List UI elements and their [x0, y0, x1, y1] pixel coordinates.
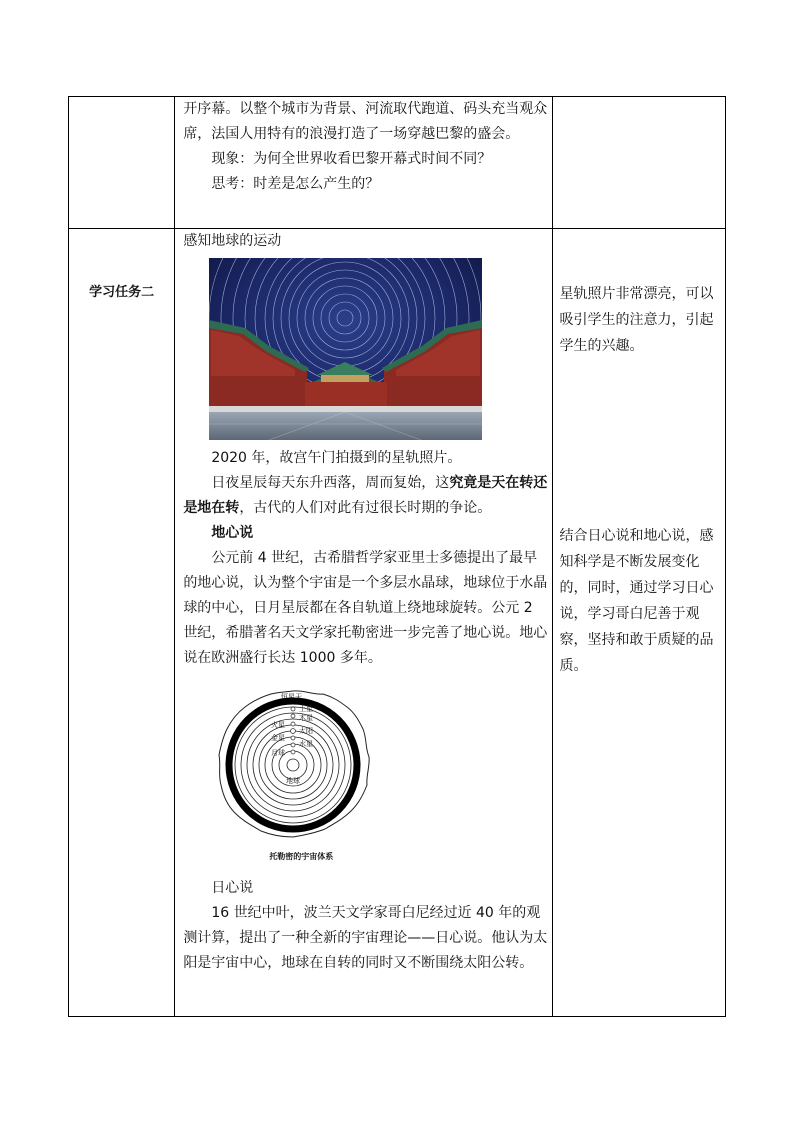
label-earth: 地球	[286, 777, 301, 785]
label-fixed-stars: 恒星天	[281, 693, 303, 701]
photo-caption: 2020 年，故宫午门拍摄到的星轨照片。	[211, 450, 462, 466]
debate-text: 日夜星辰每天东升西落，周而复始，这	[211, 475, 450, 491]
label-jupiter: 木星	[299, 714, 314, 722]
section-heading: 感知地球的运动	[183, 233, 282, 249]
note-science: 结合日心说和地心说，感知科学是不断发展变化的，同时，通过学习日心说，学习哥白尼善于观察，坚持和敢于质疑的品质。	[559, 528, 714, 674]
geocentric-paragraph: 公元前 4 世纪，古希腊哲学家亚里士多德提出了最早的地心说，认为整个宇宙是一个多层水晶球，地球位于水晶球的中心，日月星辰都在各自轨道上绕地球旋转。公元 2 世纪，希腊著名天文学家托勒密进一步完善了地心说。地心说在欧洲盛行长达 1000 多年。	[183, 550, 548, 666]
label-cell	[69, 229, 175, 1017]
paris-paragraph: 开序幕。以整个城市为背景、河流取代跑道、码头充当观众席，法国人用特有的浪漫打造了一场穿越巴黎的盛会。	[183, 101, 548, 142]
label-mercury: 水星	[299, 740, 314, 748]
debate-highlight: 究竟是天在转还是地在转	[183, 475, 548, 516]
lesson-table	[68, 96, 726, 1017]
content-cell	[175, 97, 553, 229]
debate-tail: ，古代的人们对此有过很长时期的争论。	[239, 500, 492, 516]
label-moon: 月球	[271, 749, 286, 757]
heliocentric-paragraph: 16 世纪中叶，波兰天文学家哥白尼经过近 40 年的观测计算，提出了一种全新的宇宙理论——日心说。他认为太阳是宇宙中心，地球在自转的同时又不断围绕太阳公转。	[183, 905, 548, 971]
label-mars: 火星	[271, 721, 286, 729]
table-row	[69, 97, 726, 229]
geocentric-title: 地心说	[211, 525, 254, 541]
note-cell	[553, 97, 726, 229]
ptolemy-diagram	[213, 685, 373, 845]
debate-paragraph	[183, 471, 548, 521]
label-sun: 太阳	[299, 727, 314, 735]
label-saturn: 土星	[299, 705, 314, 713]
diagram-caption: 托勒密的宇宙体系	[269, 852, 334, 861]
label-cell	[69, 97, 175, 229]
heliocentric-title: 日心说	[211, 880, 254, 896]
thinking-line: 思考：时差是怎么产生的？	[211, 176, 380, 192]
note-star-trail: 星轨照片非常漂亮，可以吸引学生的注意力，引起学生的兴趣。	[559, 286, 714, 354]
task-label: 学习任务二	[89, 285, 155, 300]
phenomenon-line: 现象：为何全世界收看巴黎开幕式时间不同？	[211, 151, 492, 167]
note-cell	[553, 229, 726, 1017]
label-venus: 金星	[271, 734, 286, 742]
star-trail-photo	[209, 258, 482, 440]
content-cell	[175, 229, 553, 1017]
table-row	[69, 229, 726, 1017]
